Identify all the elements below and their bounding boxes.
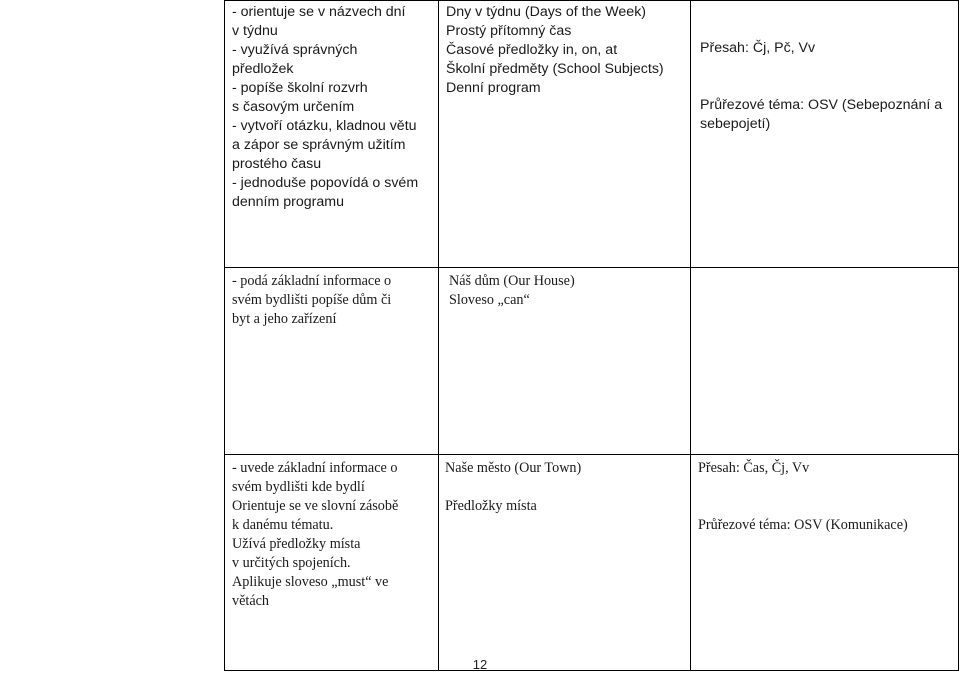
- outcomes-text: - podá základní informace o svém bydlišti popíše dům či byt a jeho zařízení: [232, 273, 392, 327]
- topics-cell: [439, 268, 691, 455]
- cross-topic-text: Průřezové téma: OSV (Komunikace): [698, 517, 908, 533]
- cross-curricular-cell: [691, 268, 959, 455]
- topics-text: Naše město (Our Town): [445, 460, 582, 476]
- outcomes-text: - uvede základní informace o svém bydlišti kde bydlí Orientuje se ve slovní zásobě k danému tématu. Užívá předložky místa v určitých spojeních. Aplikuje sloveso „must“ ve větách: [232, 460, 399, 609]
- page-number: 12: [472, 657, 488, 672]
- topics-text: Náš dům (Our House) Sloveso „can“: [449, 273, 575, 308]
- topics-cell: [439, 455, 691, 671]
- cross-curricular-cell: [691, 1, 959, 268]
- outcomes-cell: [225, 268, 439, 455]
- table-row: [225, 1, 959, 268]
- topics-text: Dny v týdnu (Days of the Week) Prostý přítomný čas Časové předložky in, on, at Školní předměty (School Subjects) Denní program: [446, 4, 664, 96]
- topics-text: Předložky místa: [445, 498, 537, 514]
- curriculum-table: [224, 0, 959, 671]
- table-row: [225, 455, 959, 671]
- cross-topic-text: Průřezové téma: OSV (Sebepoznání a sebepojetí): [700, 97, 943, 132]
- table-row: [225, 268, 959, 455]
- outcomes-text: - orientuje se v názvech dní v týdnu - využívá správných předložek - popíše školní rozvrh s časovým určením - vytvoří otázku, kladnou větu a zápor se správným užitím prostého času - jednoduše popovídá o svém denním programu: [232, 4, 419, 210]
- cross-curricular-cell: [691, 455, 959, 671]
- topics-cell: [439, 1, 691, 268]
- outcomes-cell: [225, 455, 439, 671]
- overlap-subjects-text: Přesah: Čj, Pč, Vv: [700, 40, 816, 56]
- outcomes-cell: [225, 1, 439, 268]
- overlap-subjects-text: Přesah: Čas, Čj, Vv: [698, 460, 810, 476]
